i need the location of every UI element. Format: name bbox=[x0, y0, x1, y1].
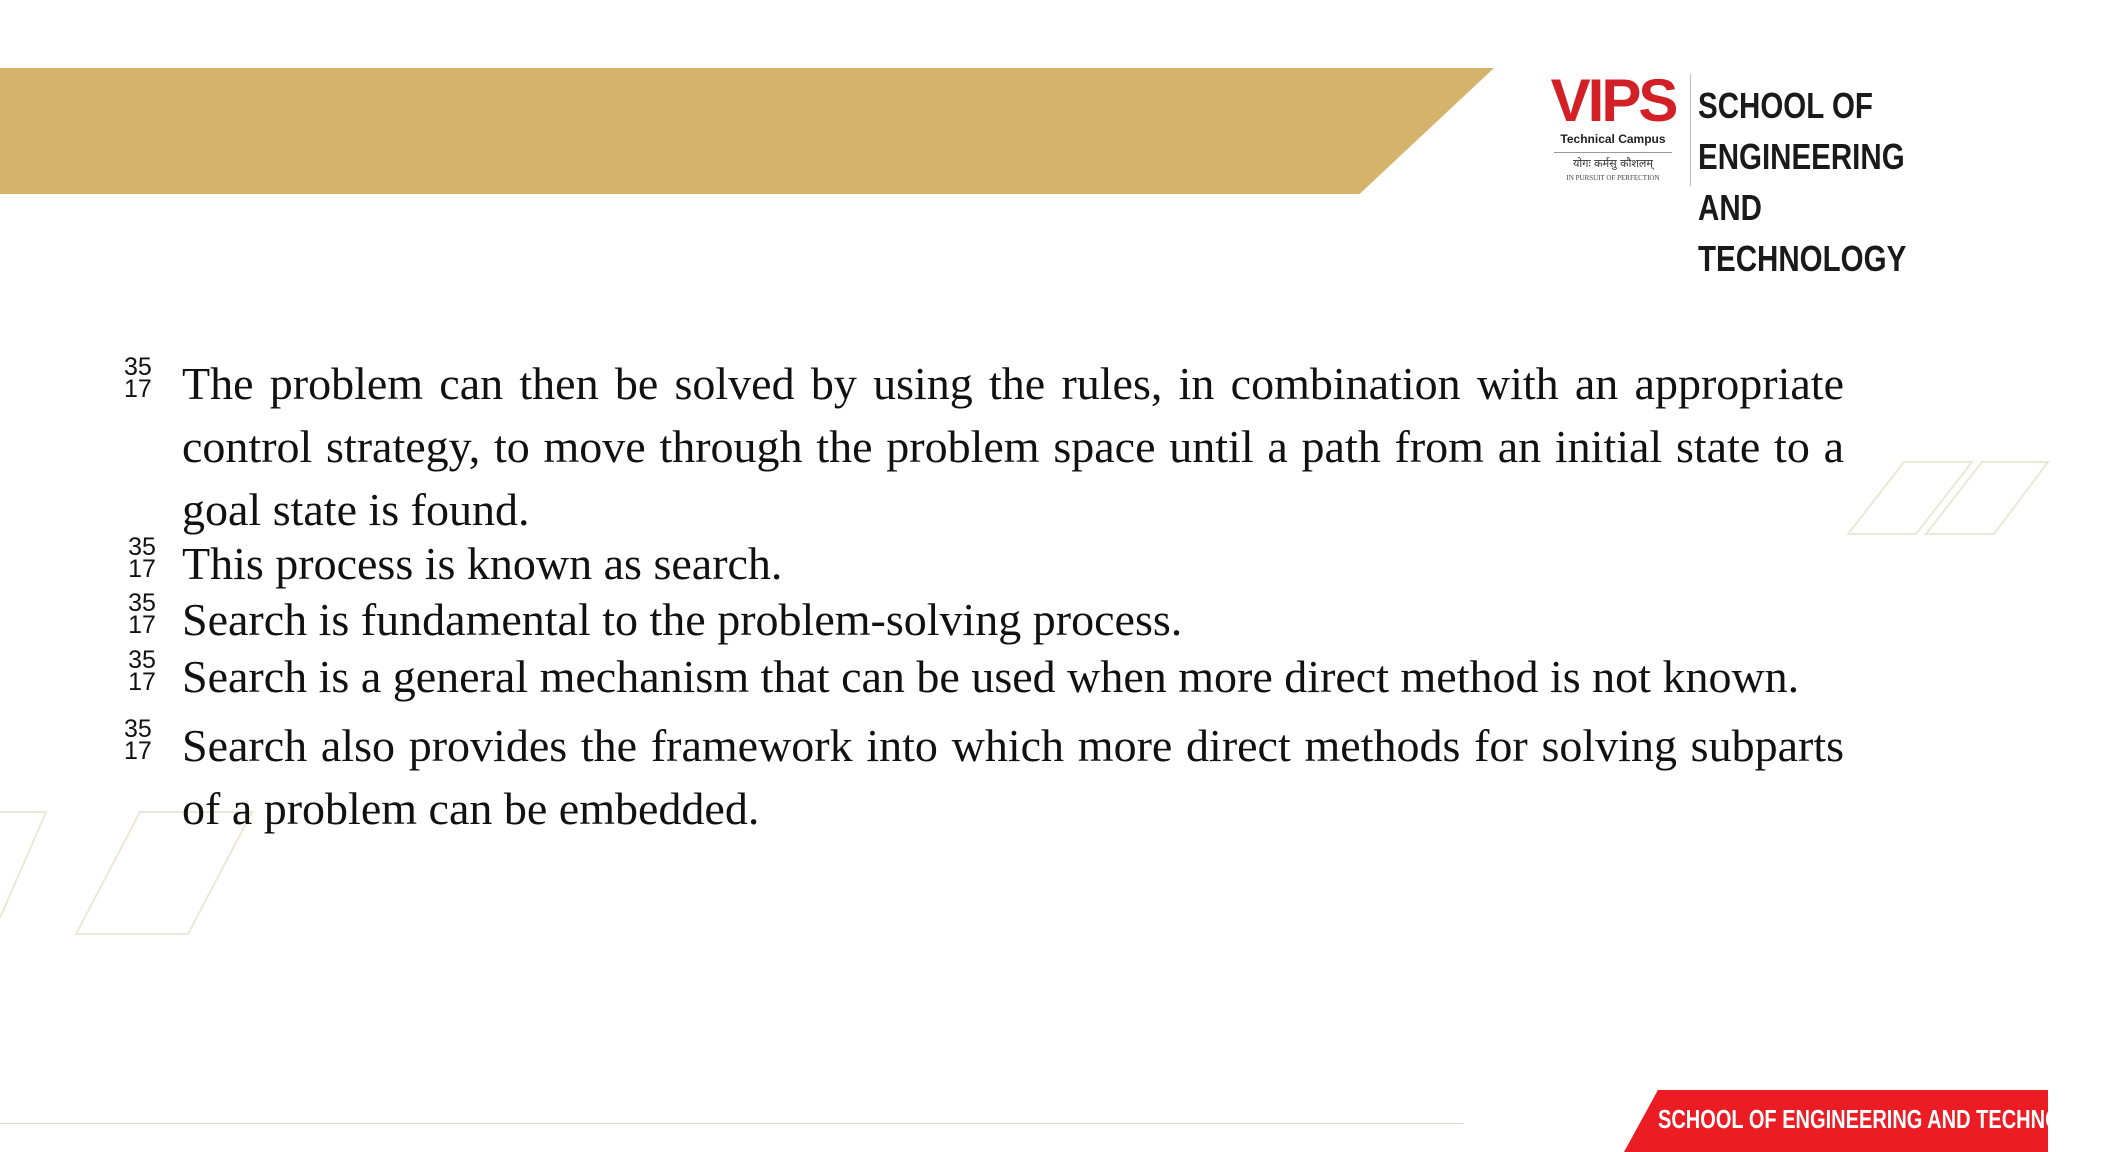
list-item bbox=[124, 588, 1844, 651]
bullet-text: This process is known as search. bbox=[182, 538, 783, 589]
bullet-marker: 35 17 bbox=[128, 533, 156, 583]
bullet-text: Search is a general mechanism that can be used when more direct method is not known. bbox=[182, 651, 1800, 702]
logo-sanskrit-motto: योगः कर्मसु कौशलम् bbox=[1573, 157, 1653, 170]
bullet-marker: 35 17 bbox=[124, 353, 152, 403]
logo-divider bbox=[1690, 74, 1691, 186]
list-item bbox=[124, 532, 1844, 595]
decorative-hatch-right bbox=[1848, 458, 2048, 538]
footer-label: SCHOOL OF ENGINEERING AND TECHNOLOGY bbox=[1658, 1104, 2117, 1134]
logo-motto: IN PURSUIT OF PERFECTION bbox=[1566, 174, 1660, 182]
logo-rule bbox=[1554, 152, 1672, 153]
bullet-marker: 35 17 bbox=[128, 589, 156, 639]
list-item bbox=[124, 645, 1844, 708]
list-item bbox=[124, 714, 1844, 840]
bullet-marker: 35 17 bbox=[128, 646, 156, 696]
school-name bbox=[1698, 80, 1977, 284]
list-item bbox=[124, 352, 1844, 541]
bullet-text: Search also provides the framework into which more direct methods for solving subparts of a problem can be embedded. bbox=[182, 720, 1844, 834]
bullet-marker: 35 17 bbox=[124, 715, 152, 765]
header-banner bbox=[0, 68, 1494, 194]
school-name-line1: SCHOOL OF ENGINEERING bbox=[1698, 85, 1905, 177]
logo-wordmark: VIPS bbox=[1550, 67, 1676, 134]
bullet-text: The problem can then be solved by using the rules, in combination with an appropriate control strategy, to move through the problem space until a path from an initial state to a goal state is found. bbox=[182, 358, 1844, 535]
school-name-line2: AND TECHNOLOGY bbox=[1698, 187, 1907, 279]
footer-divider bbox=[0, 1123, 1464, 1124]
bullet-list bbox=[124, 352, 1844, 840]
bullet-text: Search is fundamental to the problem-solving process. bbox=[182, 594, 1183, 645]
vips-logo bbox=[1548, 67, 1678, 186]
logo-subtitle: Technical Campus bbox=[1560, 132, 1666, 146]
